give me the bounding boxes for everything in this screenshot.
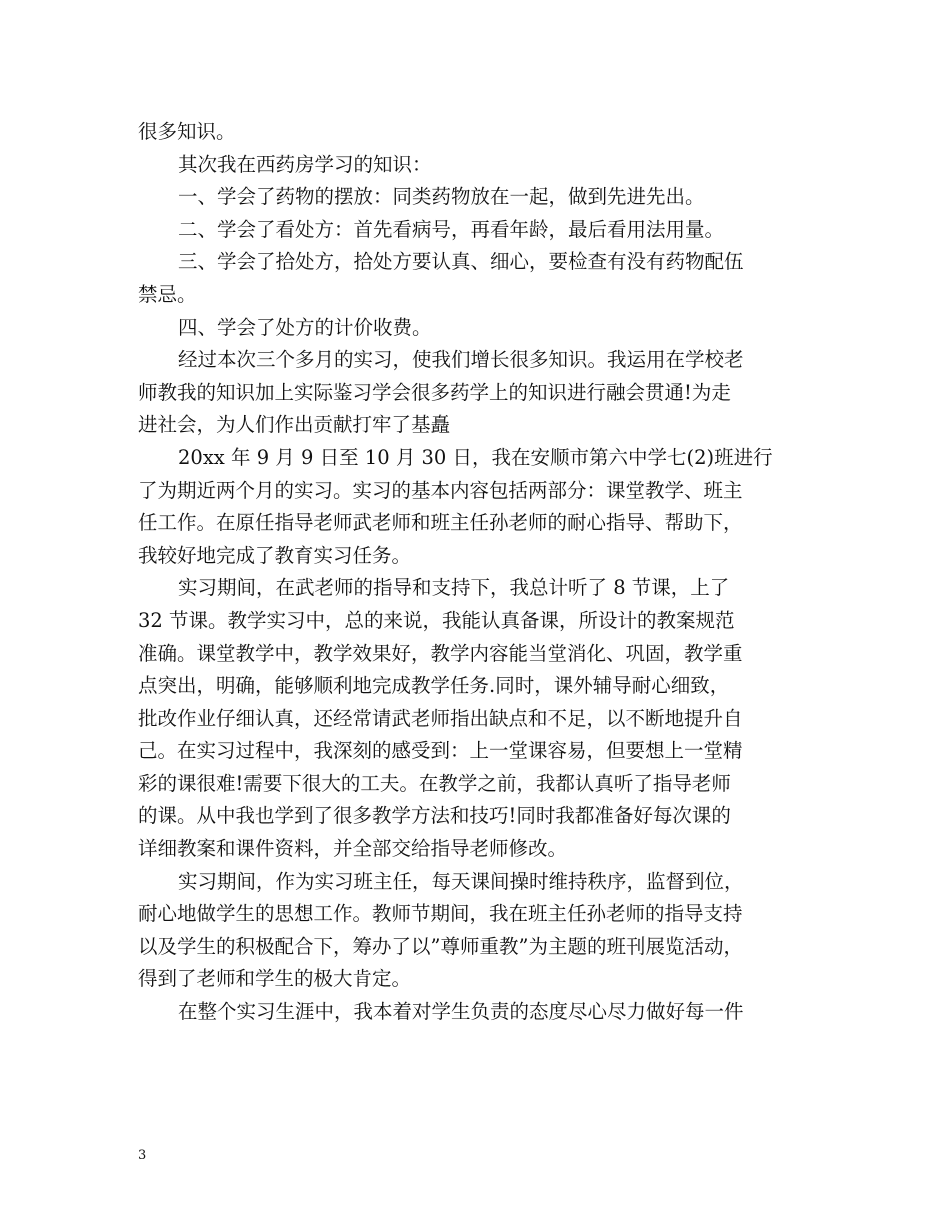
text-line: 其次我在西药房学习的知识： bbox=[178, 152, 432, 176]
page-number: 3 bbox=[138, 1148, 147, 1163]
text-line: 己。在实习过程中，我深刻的感受到：上一堂课容易，但要想上一堂精 bbox=[138, 739, 743, 763]
text-line: 经过本次三个多月的实习，使我们增长很多知识。我运用在学校老 bbox=[178, 348, 744, 372]
text-line: 得到了老师和学生的极大肯定。 bbox=[138, 967, 412, 991]
text-line: 彩的课很难!需要下很大的工夫。在教学之前，我都认真听了指导老师 bbox=[138, 771, 731, 795]
text-line: 的课。从中我也学到了很多教学方法和技巧!同时我都准备好每次课的 bbox=[138, 804, 731, 828]
text-line: 四、学会了处方的计价收费。 bbox=[178, 315, 432, 339]
text-line: 一、学会了药物的摆放：同类药物放在一起，做到先进先出。 bbox=[178, 185, 705, 209]
text-line: 师教我的知识加上实际鉴习学会很多药学上的知识进行融会贯通!为走 bbox=[138, 380, 731, 404]
text-line: 以及学生的积极配合下，筹办了以”尊师重教”为主题的班刊展览活动， bbox=[138, 934, 743, 958]
text-line: 实习期间，作为实习班主任，每天课间操时维持秩序，监督到位， bbox=[178, 869, 744, 893]
text-line: 20xx 年 9 月 9 日至 10 月 30 日，我在安顺市第六中学七(2)班进行 bbox=[178, 445, 773, 469]
text-line: 了为期近两个月的实习。实习的基本内容包括两部分：课堂教学、班主 bbox=[138, 478, 743, 502]
document-body bbox=[138, 116, 818, 1029]
text-line: 在整个实习生涯中，我本着对学生负责的态度尽心尽力做好每一件 bbox=[178, 1000, 744, 1024]
text-line: 进社会，为人们作出贡献打牢了基矗 bbox=[138, 413, 451, 437]
text-line: 三、学会了拾处方，拾处方要认真、细心，要检查有没有药物配伍 bbox=[178, 250, 744, 274]
text-line: 32 节课。教学实习中，总的来说，我能认真备课，所设计的教案规范 bbox=[138, 608, 735, 632]
text-line: 实习期间，在武老师的指导和支持下，我总计听了 8 节课，上了 bbox=[178, 576, 730, 600]
text-line: 禁忌。 bbox=[138, 282, 197, 306]
text-line: 准确。课堂教学中，教学效果好，教学内容能当堂消化、巩固，教学重 bbox=[138, 641, 743, 665]
text-line: 我较好地完成了教育实习任务。 bbox=[138, 543, 412, 567]
text-line: 任工作。在原任指导老师武老师和班主任孙老师的耐心指导、帮助下， bbox=[138, 511, 743, 535]
text-line: 批改作业仔细认真，还经常请武老师指出缺点和不足，以不断地提升自 bbox=[138, 706, 743, 730]
text-line: 二、学会了看处方：首先看病号，再看年龄，最后看用法用量。 bbox=[178, 217, 725, 241]
text-line: 耐心地做学生的思想工作。教师节期间，我在班主任孙老师的指导支持 bbox=[138, 902, 743, 926]
text-line: 点突出，明确，能够顺利地完成教学任务.同时，课外辅导耐心细致， bbox=[138, 674, 730, 698]
text-line: 详细教案和课件资料，并全部交给指导老师修改。 bbox=[138, 837, 568, 861]
text-line: 很多知识。 bbox=[138, 120, 236, 143]
